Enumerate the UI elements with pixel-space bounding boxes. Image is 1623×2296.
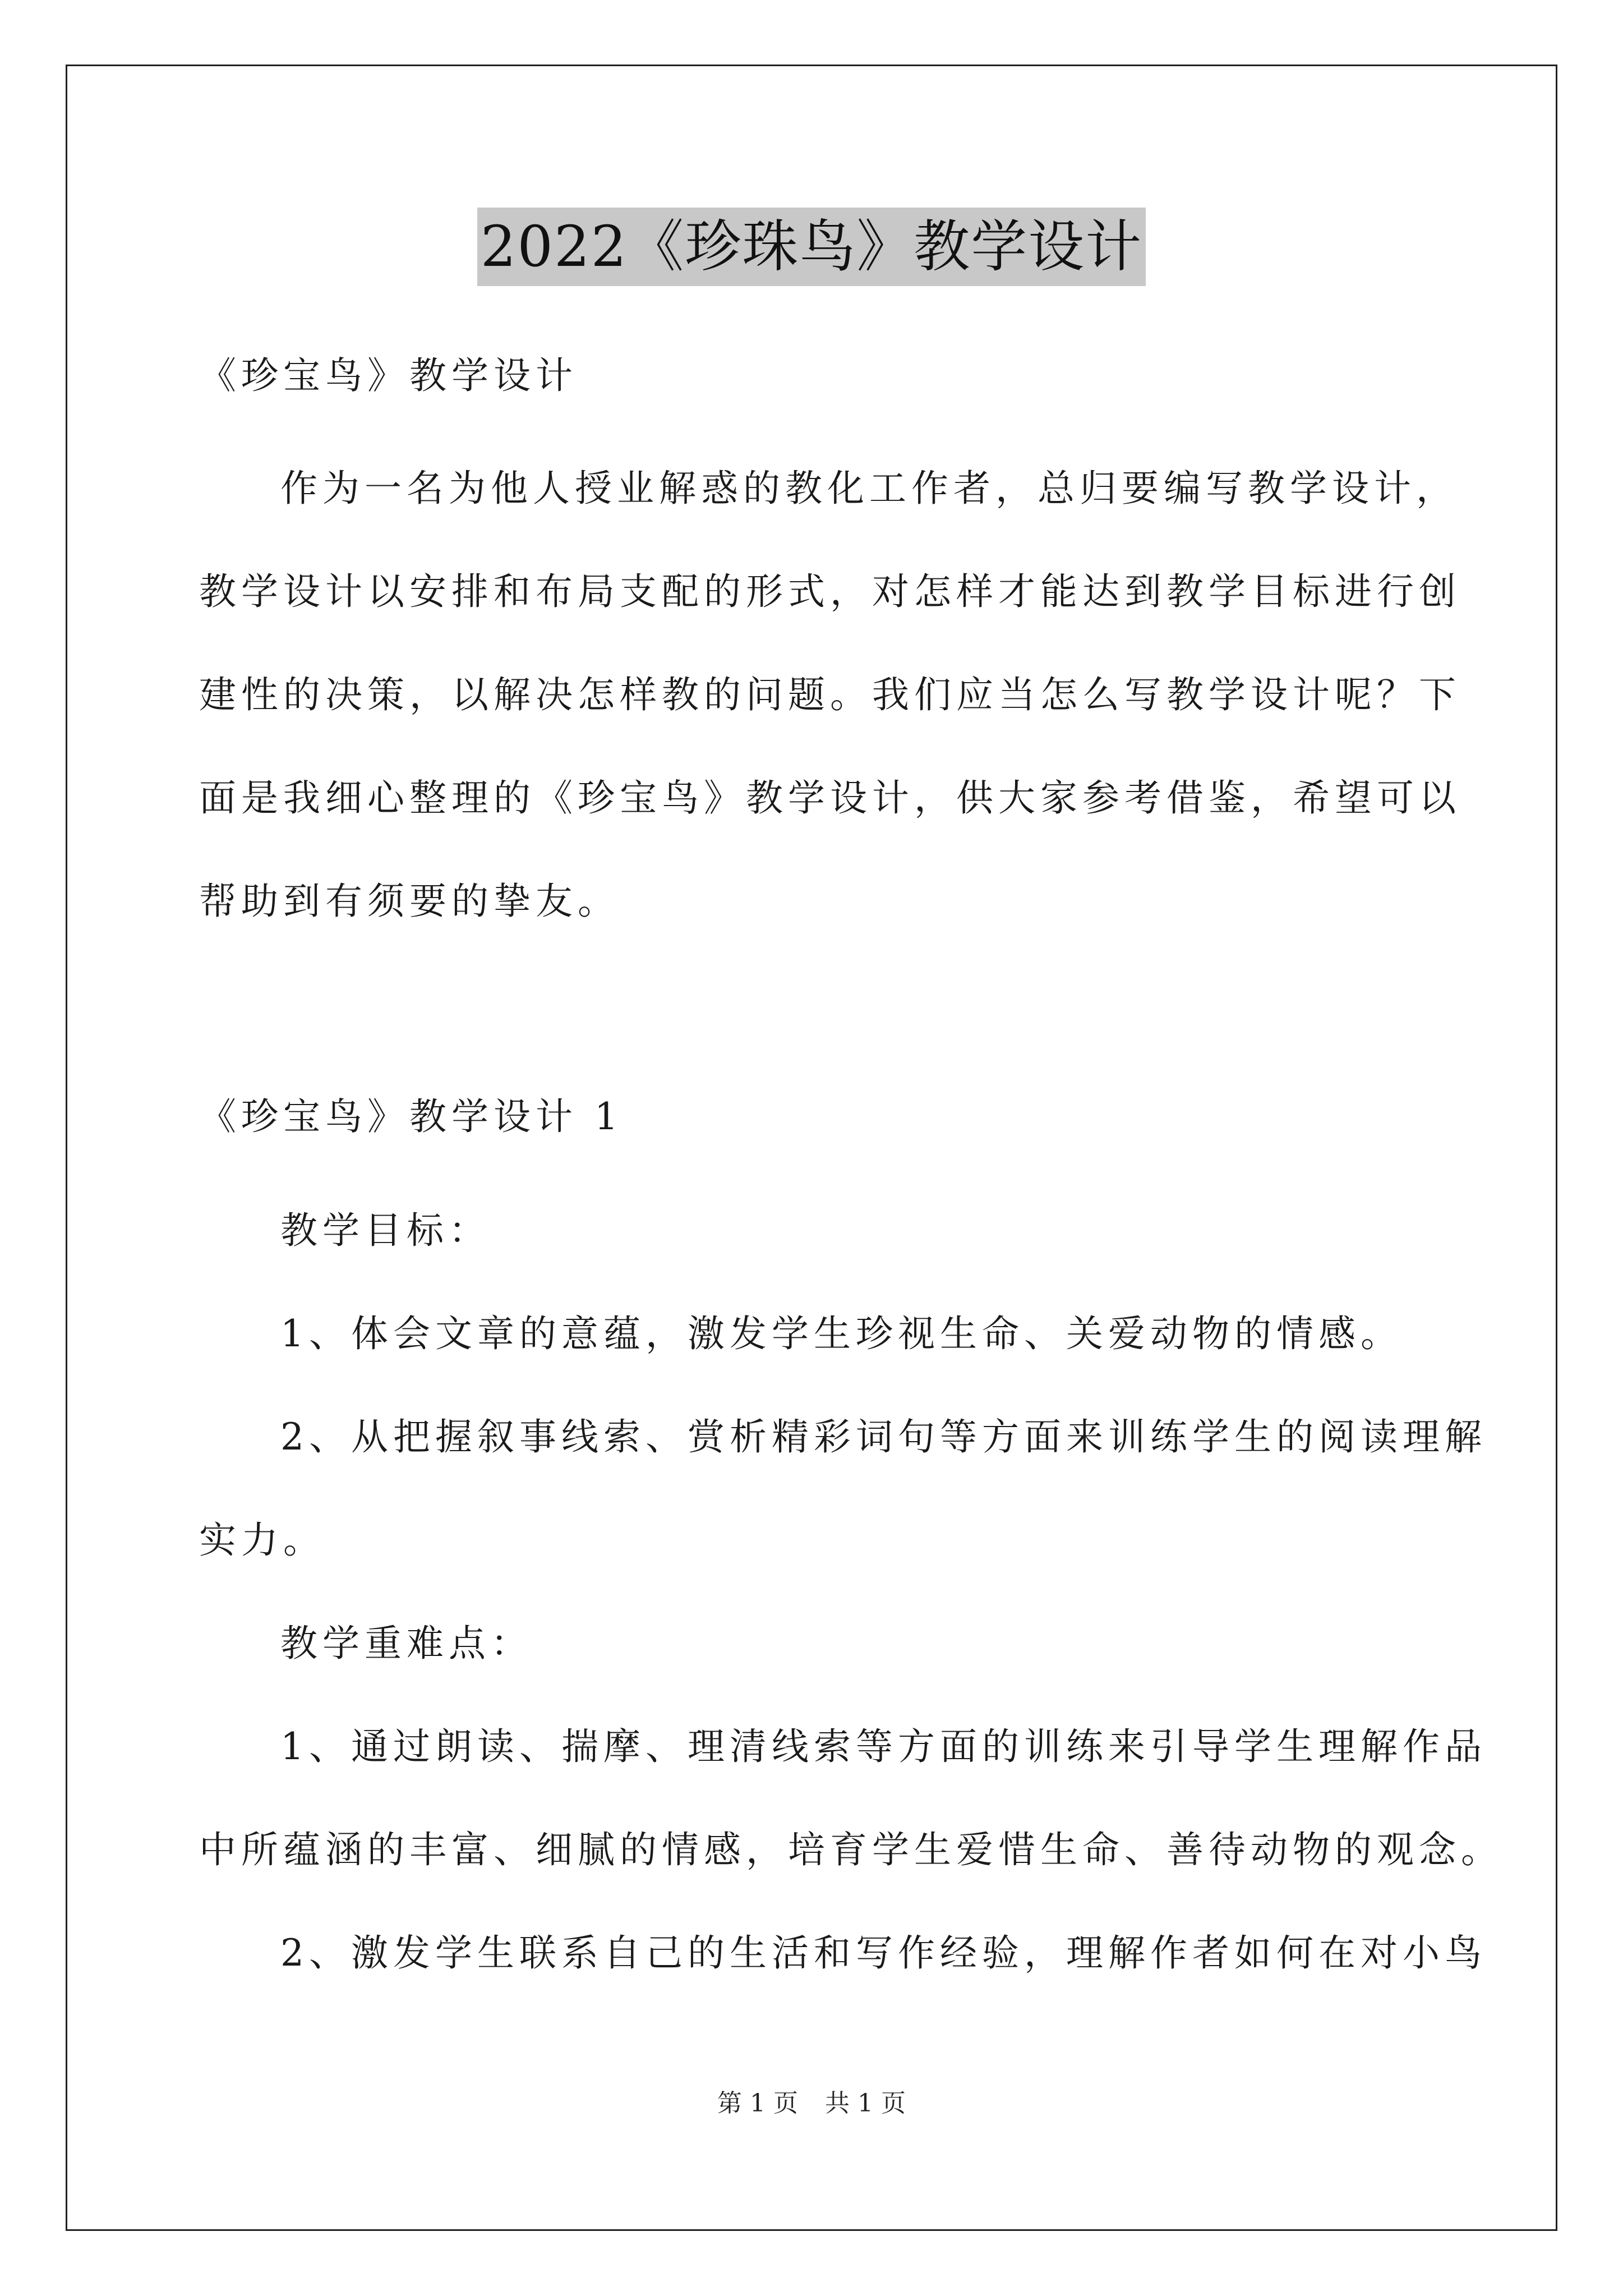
paragraph-line: 帮助到有须要的挚友。 <box>199 880 620 923</box>
paragraph-line: 建性的决策，以解决怎样教的问题。我们应当怎么写教学设计呢？下 <box>199 673 1461 716</box>
paragraph-line: 教学目标： <box>280 1209 491 1252</box>
paragraph-line: 教学设计以安排和布局支配的形式，对怎样才能达到教学目标进行创 <box>199 570 1461 613</box>
paragraph-line: 面是我细心整理的《珍宝鸟》教学设计，供大家参考借鉴，希望可以 <box>199 776 1461 820</box>
paragraph-line: 1、通过朗读、揣摩、理清线索等方面的训练来引导学生理解作品 <box>280 1725 1487 1768</box>
paragraph-line: 作为一名为他人授业解惑的教化工作者，总归要编写教学设计， <box>280 467 1458 510</box>
page-total: 共 1 页 <box>825 2089 906 2118</box>
page-number: 第 1 页 <box>717 2089 798 2118</box>
paragraph-line: 1、体会文章的意蕴，激发学生珍视生命、关爱动物的情感。 <box>280 1312 1403 1355</box>
paragraph-line: 中所蕴涵的丰富、细腻的情感，培育学生爱惜生命、善待动物的观念。 <box>199 1828 1503 1871</box>
paragraph-line: 实力。 <box>199 1519 325 1562</box>
document-title: 2022《珍珠鸟》教学设计 <box>477 208 1146 286</box>
paragraph-line: 2、从把握叙事线索、赏析精彩词句等方面来训练学生的阅读理解 <box>280 1415 1487 1458</box>
title-container <box>0 208 1623 286</box>
page-footer <box>0 2087 1623 2120</box>
paragraph-line: 教学重难点： <box>280 1622 533 1665</box>
paragraph-line: 2、激发学生联系自己的生活和写作经验，理解作者如何在对小鸟 <box>280 1931 1487 1975</box>
subtitle-line: 《珍宝鸟》教学设计 <box>199 354 578 397</box>
section-heading: 《珍宝鸟》教学设计 1 <box>199 1095 623 1138</box>
